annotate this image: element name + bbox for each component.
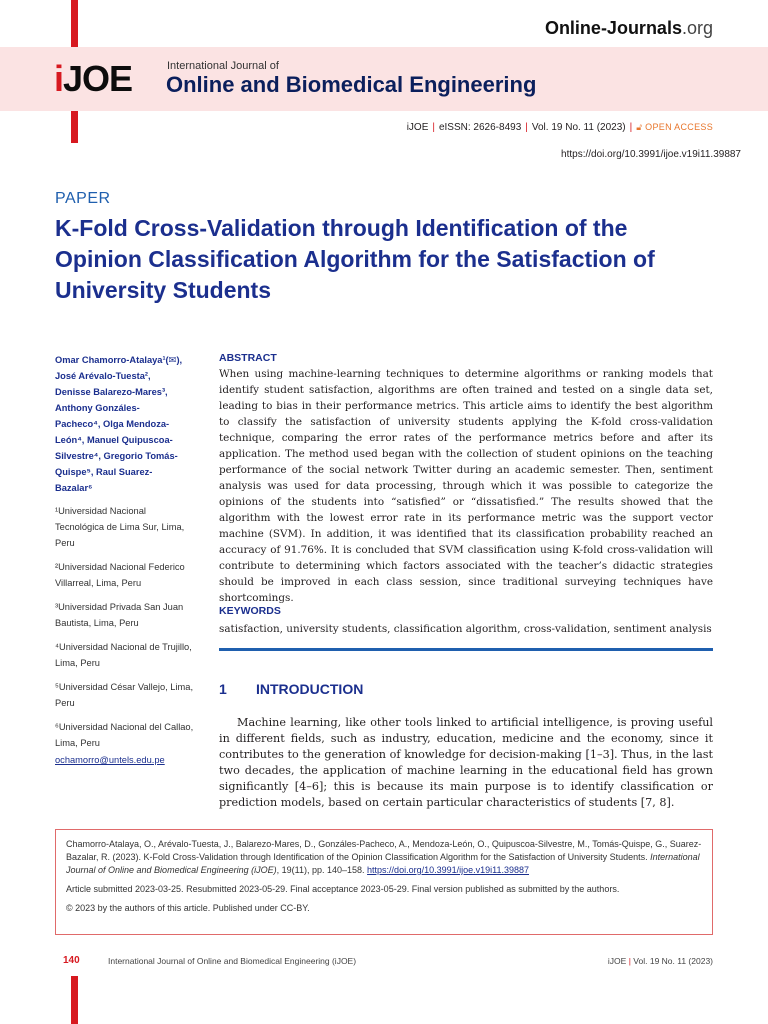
meta-separator: | (432, 122, 435, 133)
meta-separator: | (629, 122, 633, 133)
submission-dates: Article submitted 2023-03-25. Resubmitted 2023-05-29. Final acceptance 2023-05-29. Final version published as submitted by the authors. (66, 884, 620, 894)
open-access-icon: 🔓︎ (636, 122, 646, 132)
intro-section-number: 1 (219, 681, 227, 697)
logo-prefix: i (54, 58, 64, 99)
citation-box (55, 829, 713, 935)
meta-volume: Vol. 19 No. 11 (2023) (531, 122, 626, 133)
open-access-label: OPEN ACCESS (645, 122, 713, 132)
brand-red-bar-bottom (71, 976, 78, 1024)
doi-link[interactable]: https://doi.org/10.3991/ijoe.v19i11.39887 (561, 149, 741, 160)
section-divider (219, 648, 713, 651)
issue-meta (407, 122, 713, 133)
corresponding-email-link[interactable]: ochamorro@untels.edu.pe (55, 755, 165, 765)
article-type: PAPER (55, 190, 111, 207)
site-name: Online-Journals (544, 18, 682, 38)
affiliation-item: ⁶Universidad Nacional del Callao, Lima, Peru (55, 722, 194, 748)
affiliation-item: ²Universidad Nacional Federico Villarreal, Lima, Peru (55, 562, 185, 588)
journal-logo (54, 58, 132, 100)
affiliation-item: ⁵Universidad César Vallejo, Lima, Peru (55, 682, 194, 708)
affiliation-item: ⁴Universidad Nacional de Trujillo, Lima, Peru (55, 642, 192, 668)
journal-subtitle: International Journal of (167, 60, 279, 72)
intro-paragraph: Machine learning, like other tools linked to artificial intelligence, is proving useful in different fields, such as industry, education, medicine and the economy, since it contributes to the generation of knowledge for decision-making [1–3]. Thus, in the last two decades, the application of machine learning in the educational field has grown significantly [4–6]; this is because its main purpose is to identify classification or prediction models, based on certain particular characteristics of students [7, 8]. (219, 716, 713, 809)
logo-main: JOE (63, 58, 133, 99)
citation-doi-link[interactable]: https://doi.org/10.3991/ijoe.v19i11.39887 (367, 865, 530, 875)
site-tld: .org (681, 18, 713, 38)
citation-reference (66, 838, 702, 877)
affiliation-list (55, 503, 195, 759)
affiliation-item: ³Universidad Privada San Juan Bautista, Lima, Peru (55, 602, 184, 628)
meta-journal: iJOE (406, 122, 429, 133)
abstract-heading: ABSTRACT (219, 352, 277, 364)
intro-heading: INTRODUCTION (256, 681, 364, 697)
meta-separator: | (525, 122, 528, 133)
footer-volume: Vol. 19 No. 11 (2023) (633, 956, 713, 966)
page-number: 140 (63, 955, 80, 966)
article-title: K-Fold Cross-Validation through Identification of the Opinion Classification Algorithm for the Satisfaction of University Students (55, 215, 655, 303)
footer-journal-short: iJOE (607, 956, 627, 966)
footer-journal-name: International Journal of Online and Biomedical Engineering (iJOE) (108, 956, 357, 966)
author-list: Omar Chamorro-Atalaya¹(✉), José Arévalo-Tuesta², Denisse Balarezo-Mares³, Anthony Gonzáles-Pacheco⁴, Olga Mendoza-León⁴, Manuel Quipuscoa-Silvestre⁴, Gregorio Tomás-Quispe⁵, Raul Suarez-Bazalar⁶ (55, 355, 183, 493)
site-logo[interactable] (545, 18, 713, 39)
citation-journal: International Journal of Online and Biomedical Engineering (iJOE) (66, 852, 700, 875)
footer-separator: | (628, 956, 631, 966)
affiliation-item: ¹Universidad Nacional Tecnológica de Lima Sur, Lima, Peru (55, 506, 185, 548)
footer-issue (608, 956, 713, 966)
citation-authors: Chamorro-Atalaya, O., Arévalo-Tuesta, J., Balarezo-Mares, D., Gonzáles-Pacheco, A., Mendoza-León, O., Quipuscoa-Silvestre, M., Tomás-Quispe, G., Suarez-Bazalar, R. (2023). K-Fold Cross-Validation through Identification of the Opinion Classification Algorithm for the Satisfaction of University Students. (66, 839, 702, 862)
abstract-text: When using machine-learning techniques to determine algorithms or ranking models that identify student satisfaction, algorithms are often trained and tested on a single data set, leading to bias in their performance metrics. This article aims to identify the best algorithm to classify the satisfaction of university students applying the K-fold cross-validation technique, comparing the error rates of the performance metrics before and after its application. The method used began with the collection of student opinions on the teaching performance of the social network Twitter during an academic semester. Then, sentiment analysis was used for data processing, through which it was possible to categorize the opinions of the students into “satisfied” or “dissatisfied.” The results showed that the algorithm with the lowest error rate in its performance metric was the support vector machine (SVM). In addition, it was identified that its classification probability reached an accuracy of 91.76%. It is concluded that SVM classification using K-fold cross-validation will contribute to determining which factors associated with the teacher’s didactic strategies should be improved in each class session, since traditional surveying techniques have shortcomings. (219, 368, 713, 604)
license-notice: © 2023 by the authors of this article. Published under CC-BY. (66, 903, 310, 913)
journal-name: Online and Biomedical Engineering (166, 72, 537, 97)
keywords-text: satisfaction, university students, classification algorithm, cross-validation, sentiment analysis (219, 623, 712, 635)
meta-issn: eISSN: 2626-8493 (438, 122, 522, 133)
site-logo-dots-icon (597, 40, 627, 44)
citation-details: , 19(11), pp. 140–158. (276, 865, 365, 875)
keywords-heading: KEYWORDS (219, 605, 281, 617)
